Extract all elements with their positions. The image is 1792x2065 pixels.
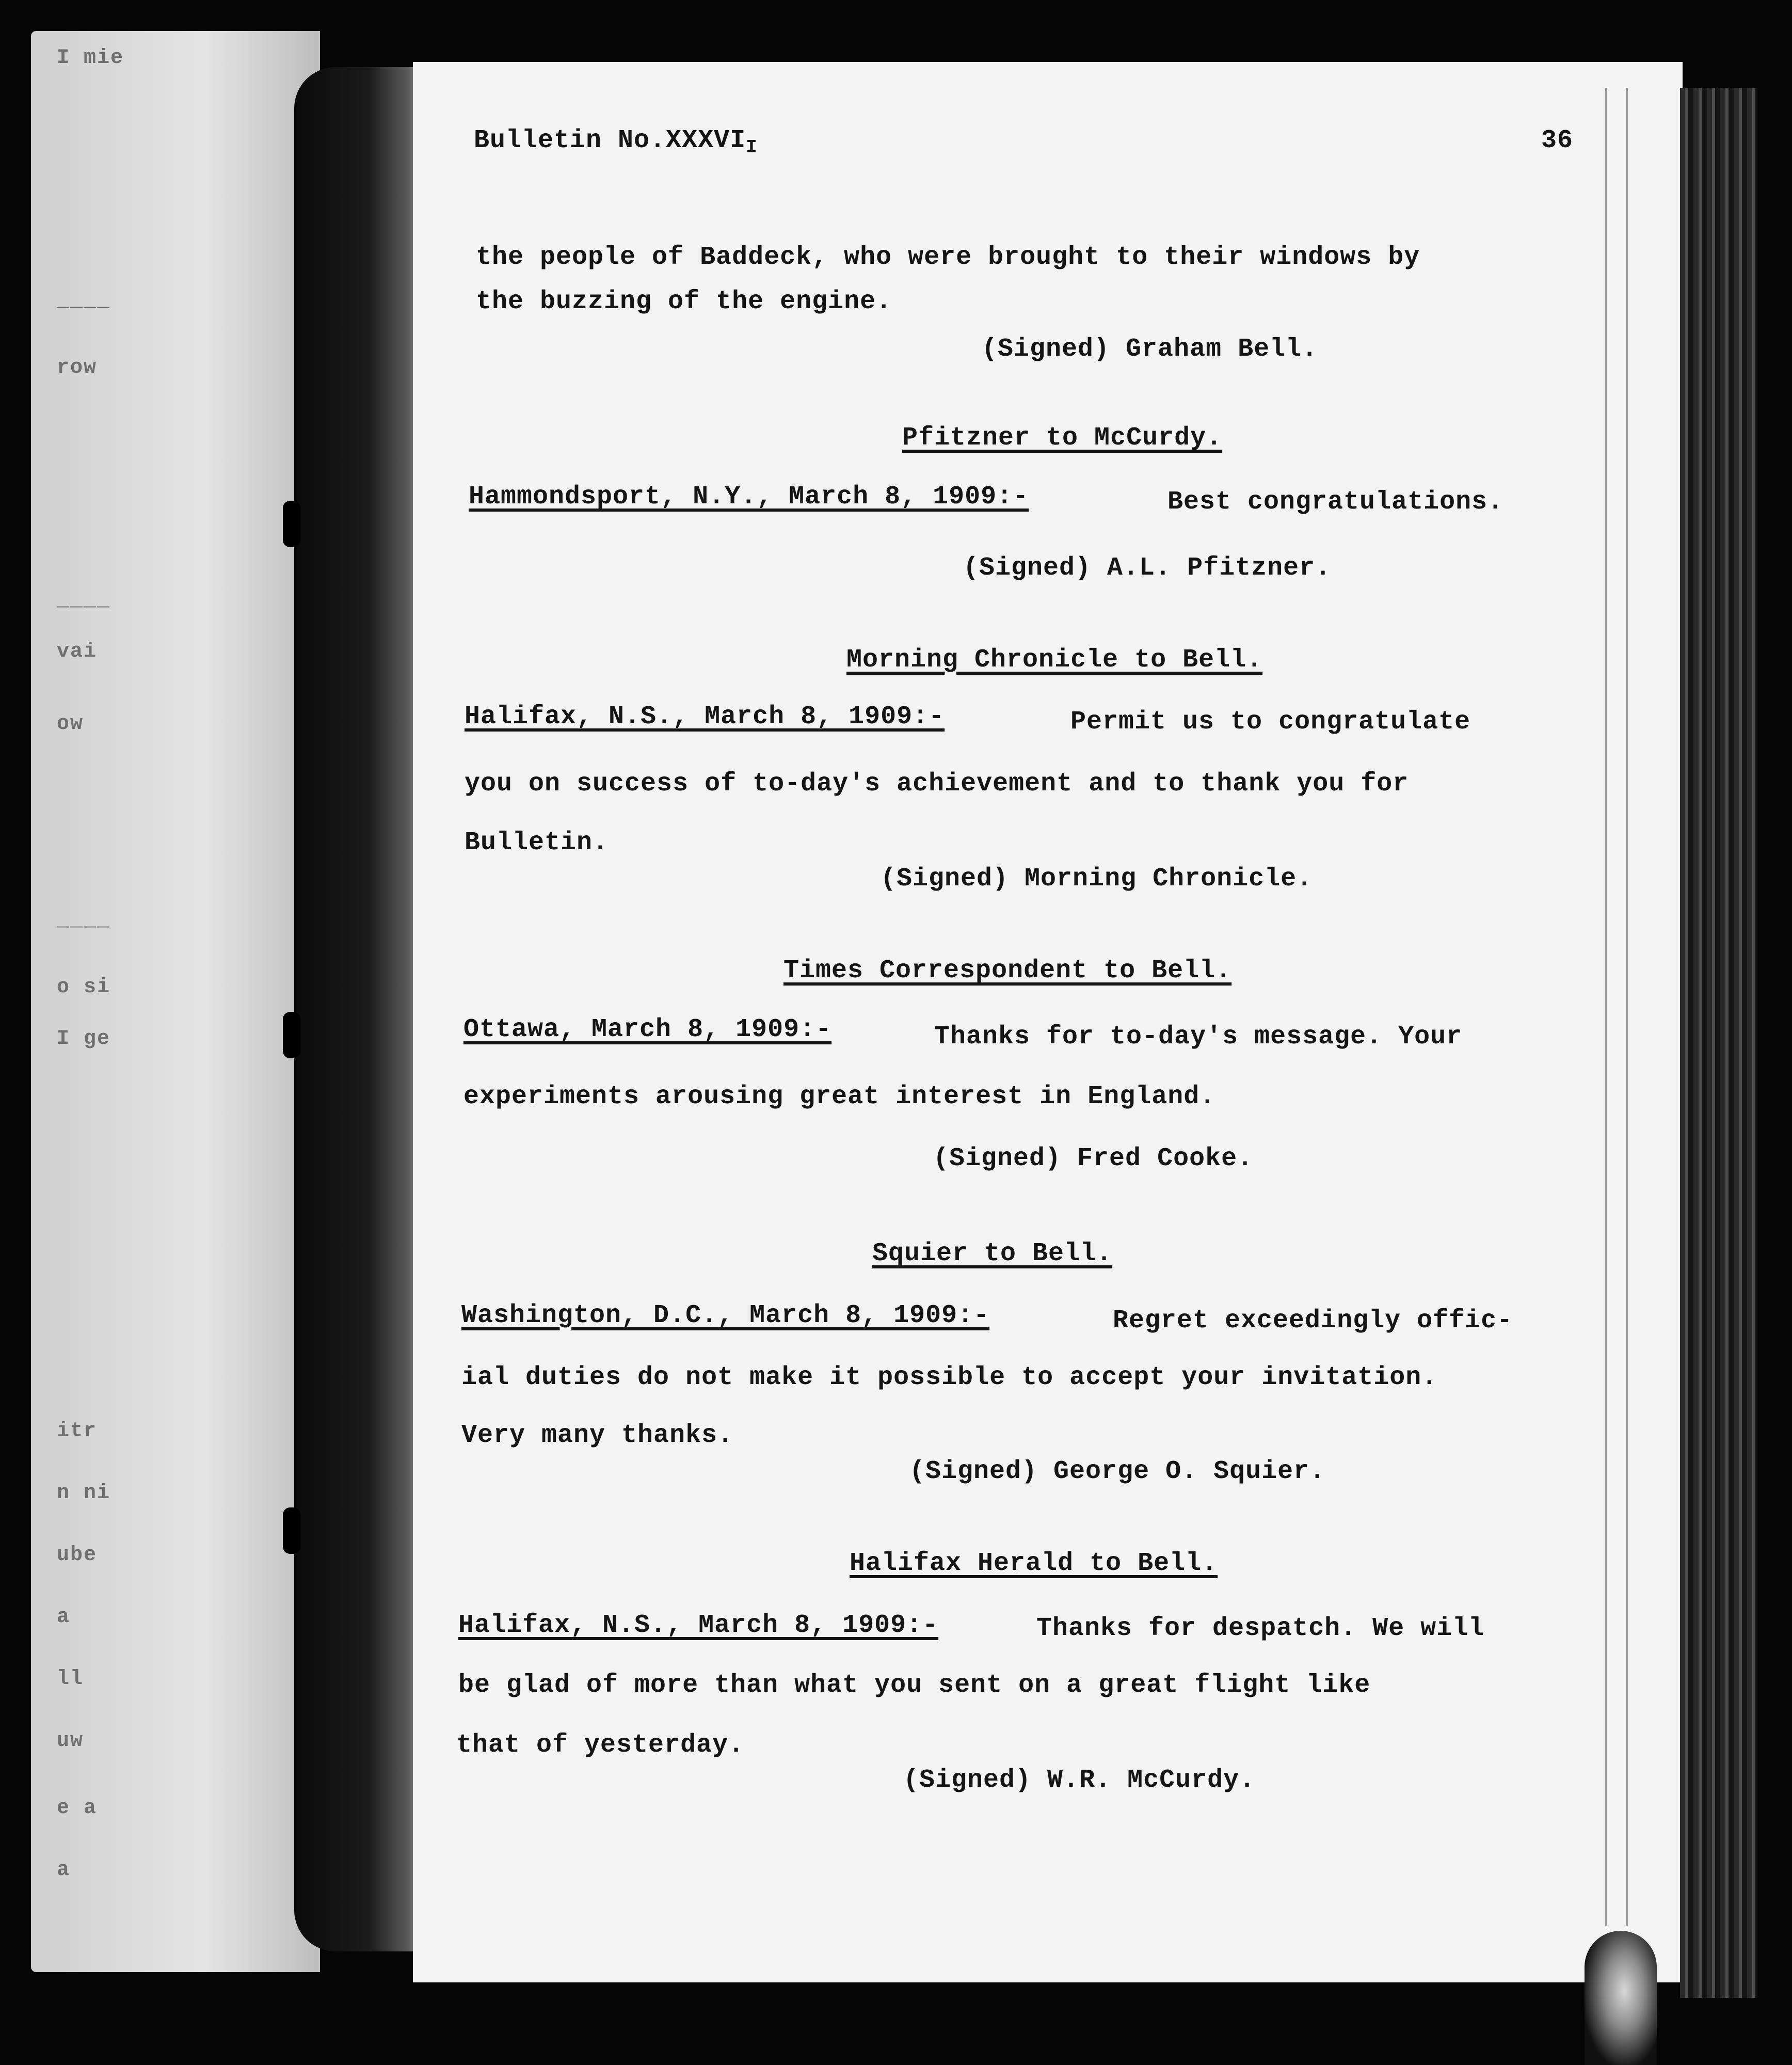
signature: (Signed) A.L. Pfitzner. [963, 553, 1332, 583]
bleed-through-text: n ni [57, 1482, 111, 1505]
message-text: Thanks for to-day's message. Your [934, 1022, 1463, 1052]
message-title: Pfitzner to McCurdy. [902, 423, 1223, 453]
bleed-through-text: I ge [57, 1027, 111, 1051]
bleed-through-text: uw [57, 1729, 84, 1753]
message-text: Regret exceedingly offic- [1113, 1306, 1513, 1336]
signature: (Signed) Morning Chronicle. [881, 864, 1313, 894]
message-title: Times Correspondent to Bell. [783, 956, 1232, 986]
page-edge [1605, 88, 1607, 1926]
bleed-through-text: ll [57, 1667, 84, 1691]
message-title: Halifax Herald to Bell. [850, 1549, 1218, 1578]
bleed-through-text: o si [57, 976, 111, 999]
message-title: Squier to Bell. [872, 1239, 1113, 1268]
bleed-through-text: e a [57, 1797, 98, 1820]
message-title: Morning Chronicle to Bell. [846, 645, 1263, 675]
binding-hole [283, 1507, 300, 1554]
bleed-through-text: a [57, 1858, 71, 1882]
binding-hole [283, 1012, 300, 1058]
message-dateline: Halifax, N.S., March 8, 1909:- [465, 702, 945, 732]
message-dateline: Halifax, N.S., March 8, 1909:- [458, 1611, 939, 1640]
message-text: experiments arousing great interest in England. [463, 1082, 1216, 1111]
message-dateline: Ottawa, March 8, 1909:- [463, 1015, 832, 1044]
binding-hole [283, 501, 300, 547]
message-dateline: Hammondsport, N.Y., March 8, 1909:- [469, 482, 1029, 512]
bulletin-header: Bulletin $No.XXXVI_I$ [474, 126, 758, 158]
opening-line: the buzzing of the engine. [476, 287, 892, 316]
page-edges-stack [1680, 88, 1757, 1998]
bleed-through-text: a [57, 1606, 71, 1629]
message-text: Permit us to congratulate [1070, 707, 1471, 737]
message-text: that of yesterday. [456, 1730, 745, 1760]
bleed-through-text: vai [57, 640, 98, 663]
message-dateline: Washington, D.C., March 8, 1909:- [461, 1301, 990, 1330]
bleed-through-text: ube [57, 1544, 98, 1567]
bleed-through-text: row [57, 356, 98, 379]
bleed-through-text: I mie [57, 46, 124, 70]
message-text: you on success of to-day's achievement and to thank you for [465, 769, 1409, 799]
signature: (Signed) Fred Cooke. [933, 1144, 1254, 1173]
message-text: Very many thanks. [461, 1421, 734, 1450]
book-gutter [294, 67, 428, 1951]
pen-tip [1585, 1931, 1657, 2065]
opening-line: the people of Baddeck, who were brought to their windows by [476, 243, 1420, 272]
bleed-through-text: itr [57, 1420, 98, 1443]
message-text: ial duties do not make it possible to accept your invitation. [461, 1363, 1438, 1392]
message-text: Best congratulations. [1167, 487, 1504, 517]
signature: (Signed) Graham Bell. [982, 335, 1318, 364]
message-text: Thanks for despatch. We will [1036, 1614, 1485, 1643]
bleed-through-text: ____ [57, 909, 111, 932]
bleed-through-text: ____ [57, 589, 111, 612]
bleed-through-text: ow [57, 712, 84, 736]
signature: (Signed) W.R. McCurdy. [903, 1766, 1256, 1795]
message-text: be glad of more than what you sent on a great flight like [458, 1671, 1371, 1700]
page-number: 36 [1541, 126, 1574, 155]
page-edge [1626, 88, 1628, 1926]
message-text: Bulletin. [465, 828, 609, 857]
signature: (Signed) George O. Squier. [909, 1457, 1326, 1486]
bleed-through-text: ____ [57, 289, 111, 312]
